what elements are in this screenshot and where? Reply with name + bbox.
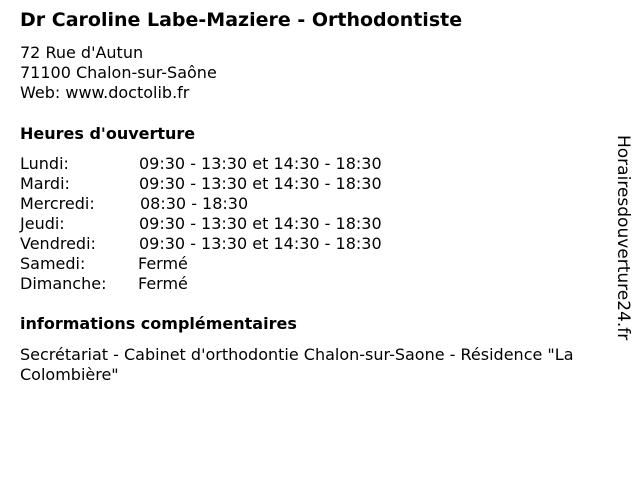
time-value: 09:30 - 13:30 et 14:30 - 18:30 [139, 214, 382, 233]
business-title: Dr Caroline Labe-Maziere - Orthodontiste [20, 9, 463, 31]
day-label: Dimanche: [20, 274, 107, 293]
day-label: Mercredi: [20, 194, 95, 213]
time-value: Fermé [138, 254, 188, 273]
website-link[interactable]: Web: www.doctolib.fr [20, 83, 190, 102]
hours-heading: Heures d'ouverture [20, 124, 196, 143]
day-label: Vendredi: [20, 234, 96, 253]
address-city: 71100 Chalon-sur-Saône [20, 63, 217, 82]
time-value: 09:30 - 13:30 et 14:30 - 18:30 [139, 234, 382, 253]
info-heading: informations complémentaires [20, 314, 297, 333]
time-value: 08:30 - 18:30 [140, 194, 249, 213]
day-label: Samedi: [20, 254, 86, 273]
info-text: Secrétariat - Cabinet d'orthodontie Chalon-sur-Saone - Résidence "La Colombière" [20, 345, 574, 384]
watermark-text: Horairesdouverture24.fr [613, 135, 633, 341]
time-value: 09:30 - 13:30 et 14:30 - 18:30 [139, 154, 382, 173]
day-label: Lundi: [20, 154, 69, 173]
time-value: Fermé [138, 274, 188, 293]
address-block [20, 43, 217, 103]
day-label: Mardi: [20, 174, 70, 193]
address-street: 72 Rue d'Autun [20, 43, 144, 62]
time-value: 09:30 - 13:30 et 14:30 - 18:30 [139, 174, 382, 193]
day-label: Jeudi: [20, 214, 65, 233]
